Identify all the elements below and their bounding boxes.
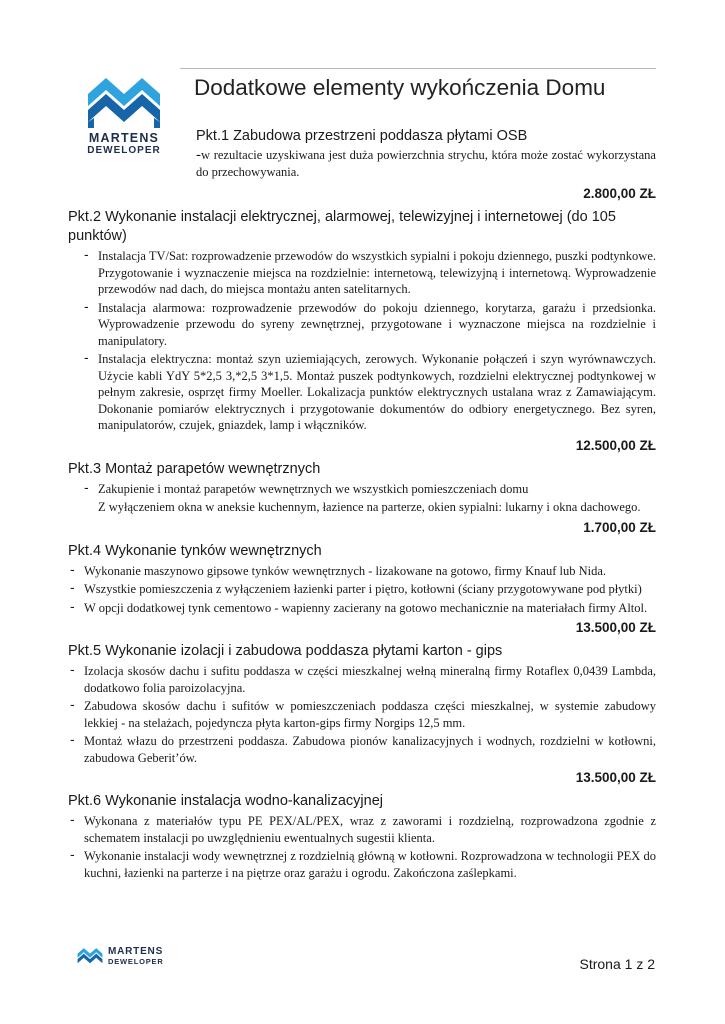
pkt2-price: 12.500,00 ZŁ xyxy=(575,437,656,453)
brand-name: MARTENS xyxy=(88,131,160,145)
document-title: Dodatkowe elementy wykończenia Domu xyxy=(194,75,606,100)
bullet-dash: - xyxy=(84,246,89,262)
footer-logo-mark xyxy=(76,946,104,966)
list-item: - Wykonanie maszynowo gipsowe tynków wewnętrznych - lizakowane na gotowo, firmy Knauf lub Nida. xyxy=(70,560,607,578)
footer-brand-name: MARTENS xyxy=(108,945,164,957)
bullet-dash: - xyxy=(84,297,89,314)
list-item: - Instalacja alarmowa: rozprowadzenie przewodów do pokoju dziennego, korytarza, garażu i przedsionka. Wyprowadzenie przewodu do syreny zewnętrznej, przygotowane i wyznaczone miejsca na rozdzielnie i manipulatory. xyxy=(84,297,656,348)
brand-subtitle: DEWELOPER xyxy=(87,145,161,156)
pkt2-list xyxy=(68,248,656,434)
pkt5-price: 13.500,00 ZŁ xyxy=(575,770,656,785)
bullet-dash: - xyxy=(70,846,75,862)
list-item: - Instalacja TV/Sat: rozprowadzenie przewodów do wszystkich sypialni i pokoju dziennego, puszki podtynkowe. Przygotowanie i wyznaczenie miejsca na rozdzielnie: internetową, telewizyjną i internetową. Wyprowadzenie przewodów nad dach, do miejsca montażu anten satelitarnych. xyxy=(84,246,656,296)
bullet-dash: - xyxy=(70,560,75,577)
bullet-dash: - xyxy=(70,579,75,595)
footer-logo xyxy=(76,946,164,966)
pkt3-heading: Pkt.3 Montaż parapetów wewnętrznych xyxy=(68,460,321,477)
bullet-dash: - xyxy=(70,811,75,827)
pkt3-price: 1.700,00 ZŁ xyxy=(583,519,656,535)
list-item: Z wyłączeniem okna w aneksie kuchennym, łazience na parterze, okien sypialni: lukarny i okna dachowego. xyxy=(98,500,641,514)
footer-brand-subtitle: DEWELOPER xyxy=(108,956,164,966)
bullet-dash: - xyxy=(70,731,75,747)
bullet-dash: - xyxy=(84,478,89,495)
pkt3-list xyxy=(68,478,656,516)
list-item: - Instalacja elektryczna: montaż szyn uziemiających, zerowych. Wykonanie połączeń i szyn wyrównawczych. Użycie kabli YdY 5*2,5 3,*2,5 3*1,5. Montaż puszek podtynkowych, rozdzielni elektrycznej podtynkowej w pełnym zakresie, osprzęt firmy Moeller. Lokalizacja punktów elektrycznych ustalana wraz z Zamawiającym. Dokonanie pomiarów elektrycznych i przygotowanie dokumentów do odbiory energetycznego. Bez syren, manipulatorów, czujek, gniazdek, lamp i włączników. xyxy=(84,349,656,432)
martens-logo xyxy=(84,72,164,156)
pkt1-text: w rezultacie uzyskiwana jest duża powierzchnia strychu, która może zostać wykorzystana do przechowywania. xyxy=(196,148,656,179)
list-item: - W opcji dodatkowej tynk cementowo - wapienny zacierany na gotowo mechanicznie na materiałach firmy Altol. xyxy=(70,597,648,615)
pkt5-list xyxy=(68,663,656,766)
bullet-dash: - xyxy=(70,661,75,677)
bullet-dash: - xyxy=(70,597,75,614)
pkt4-heading: Pkt.4 Wykonanie tynków wewnętrznych xyxy=(68,542,322,559)
list-item: - Montaż włazu do przestrzeni poddasza. Zabudowa pionów kanalizacyjnych i wodnych, rozdzielni w kotłowni, zabudowa Geberit’ów. xyxy=(70,731,656,765)
pkt1-price: 2.800,00 ZŁ xyxy=(583,186,656,201)
pkt1-description xyxy=(196,147,656,181)
pkt4-list xyxy=(68,560,656,617)
page-number: Strona 1 z 2 xyxy=(579,956,655,972)
list-item: - Wykonana z materiałów typu PE PEX/AL/PEX, wraz z zaworami i rozdzielną, rozprowadzona zgodnie z schematem instalacji po uwzględnieniu ewentualnych sugestii klienta. xyxy=(70,811,656,845)
pkt6-heading: Pkt.6 Wykonanie instalacja wodno-kanalizacyjnej xyxy=(68,793,384,809)
list-item: - Zabudowa skosów dachu i sufitów w pomieszczeniach poddasza części mieszkalnej, w systemie zabudowy lekkiej - na stelażach, pojedyncza płyta karton-gips firmy Norgips 12,5 mm. xyxy=(70,696,656,730)
header-rule xyxy=(180,68,656,69)
pkt2-heading: Pkt.2 Wykonanie instalacji elektrycznej, alarmowej, telewizyjnej i internetowej (do 105 punktów) xyxy=(68,209,616,244)
martens-logo-mark xyxy=(84,72,164,130)
document-body xyxy=(68,184,656,883)
list-item: - Wszystkie pomieszczenia z wyłączeniem łazienki parter i piętro, kotłowni (ściany przygotowywane pod płytki) xyxy=(70,579,642,596)
pkt6-list xyxy=(68,813,656,881)
bullet-dash: - xyxy=(84,349,89,365)
bullet-dash: - xyxy=(70,696,75,712)
pkt5-heading: Pkt.5 Wykonanie izolacji i zabudowa poddasza płytami karton - gips xyxy=(68,643,503,659)
pkt1-heading: Pkt.1 Zabudowa przestrzeni poddasza płytami OSB xyxy=(196,128,528,144)
pkt1-dash: - xyxy=(196,147,201,163)
pkt4-price: 13.500,00 ZŁ xyxy=(575,620,656,635)
list-item: - Zakupienie i montaż parapetów wewnętrznych we wszystkich pomieszczeniach domu xyxy=(84,478,529,496)
list-item: - Wykonanie instalacji wody wewnętrznej z rozdzielnią główną w kotłowni. Rozprowadzona w technologii PEX do kuchni, łazienki na parterze i na piętrze oraz garażu i ogrodu. Zakończona zaślepkami. xyxy=(70,846,656,880)
list-item: - Izolacja skosów dachu i sufitu poddasza w części mieszkalnej wełną mineralną firmy Rotaflex 0,0439 Lambda, dodatkowo folia paroizolacyjna. xyxy=(70,661,656,695)
